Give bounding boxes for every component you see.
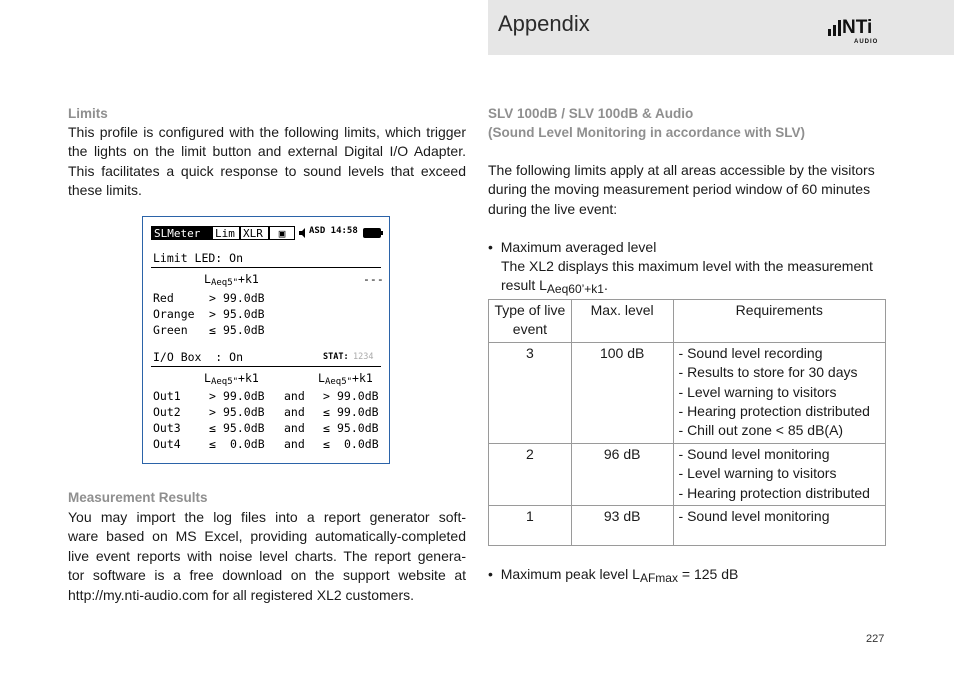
tab-slmeter: SLMeter — [151, 226, 212, 240]
column-label — [204, 371, 259, 387]
cell-type: 1 — [489, 506, 572, 546]
tab-lim: Lim — [212, 226, 240, 240]
out-value2: 99.0dB — [337, 405, 379, 419]
out-op: ≤ — [209, 421, 216, 435]
out-op: > — [209, 389, 216, 403]
stat-label: STAT: — [323, 352, 349, 362]
cell-type: 2 — [489, 443, 572, 505]
column-label-sub: Aeq5" — [210, 278, 239, 288]
table-row — [489, 342, 886, 443]
cell-level: 96 dB — [571, 443, 673, 505]
out-value: 99.0dB — [223, 389, 265, 403]
limits-line: This facilitates a quick response to sound levels that exceed — [68, 162, 466, 179]
limits-line: This profile is configured with the following limits, which trigger — [68, 124, 466, 140]
intro-paragraph — [488, 161, 888, 219]
lcd-divider — [151, 366, 381, 367]
out-value2: 99.0dB — [337, 389, 379, 403]
column-label-sub: Aeq5" — [324, 377, 353, 387]
cell-type: 3 — [489, 342, 572, 443]
requirement-item: - Level warning to visitors — [678, 465, 837, 482]
bullet-peak-post: = 125 dB — [677, 566, 739, 582]
speaker-icon — [299, 228, 307, 238]
io-box-label: I/O Box : On — [153, 350, 244, 364]
row-op: > — [209, 307, 216, 321]
out-value2: 0.0dB — [344, 437, 379, 451]
column-label-main: L — [204, 371, 211, 385]
results-line: ware based on MS Excel, providing automatically-completed — [68, 528, 466, 545]
slv-heading: SLV 100dB / SLV 100dB & Audio — [488, 106, 694, 121]
lcd-divider — [151, 267, 381, 268]
lcd-display — [151, 225, 383, 457]
bullet-line — [501, 276, 891, 299]
header-requirements: Requirements — [673, 300, 885, 343]
bullet-max-averaged — [488, 238, 656, 257]
out-op2: ≤ — [323, 421, 330, 435]
cell-level: 100 dB — [571, 342, 673, 443]
logo-subtext: AUDIO — [854, 39, 879, 45]
results-paragraph — [68, 508, 466, 605]
bullet-dot: • — [488, 239, 501, 255]
out-op2: ≤ — [323, 405, 330, 419]
out-op2: ≤ — [323, 437, 330, 451]
row-value: 95.0dB — [223, 323, 265, 337]
out-name: Out2 — [153, 405, 181, 419]
requirement-item: - Results to store for 30 days — [678, 364, 858, 381]
out-value: 0.0dB — [230, 437, 265, 451]
limits-line: the lights on the limit button and external Digital I/O Adapter. — [68, 143, 466, 160]
bullet-peak-pre: Maximum peak level L — [500, 566, 640, 582]
results-link-line[interactable]: http://my.nti-audio.com for all registered XL2 customers. — [68, 586, 414, 603]
bullet-line-post: . — [603, 277, 608, 294]
row-name: Red — [153, 291, 174, 305]
out-and: and — [284, 389, 305, 403]
row-value: 95.0dB — [223, 307, 265, 321]
requirement-item: - Hearing protection distributed — [678, 403, 870, 420]
out-op: ≤ — [209, 437, 216, 451]
header-level: Max. level — [571, 300, 673, 343]
table-header-row — [489, 300, 886, 343]
page-title: Appendix — [498, 11, 590, 36]
limits-heading: Limits — [68, 106, 108, 121]
cell-requirements — [673, 342, 885, 443]
row-op: ≤ — [209, 323, 216, 337]
bullet-description — [501, 257, 891, 300]
tab-xlr: XLR — [240, 226, 269, 240]
row-op: > — [209, 291, 216, 305]
row-value: 99.0dB — [223, 291, 265, 305]
battery-icon — [363, 228, 383, 238]
results-line: tor software is a free download on the support website at — [68, 567, 466, 584]
logo-bars-icon — [828, 20, 842, 36]
requirement-item: - Sound level monitoring — [678, 445, 830, 462]
row-name: Green — [153, 323, 188, 337]
requirement-item: - Chill out zone < 85 dB(A) — [678, 422, 844, 439]
requirement-item: - Level warning to visitors — [678, 383, 837, 400]
bullet-line-pre: result L — [501, 277, 547, 294]
bullet-line-sub: Aeq60’+k1 — [546, 282, 604, 297]
limits-table — [488, 299, 886, 546]
page-number: 227 — [866, 633, 885, 645]
out-and: and — [284, 421, 305, 435]
header-bar — [488, 0, 954, 55]
slv-subheading: (Sound Level Monitoring in accordance with SLV) — [488, 125, 806, 140]
out-name: Out1 — [153, 389, 181, 403]
column-label-suffix: +k1 — [238, 272, 259, 286]
requirement-item: - Sound level recording — [678, 344, 823, 361]
requirement-item: - Sound level monitoring — [678, 508, 830, 525]
limit-led-label: Limit LED: On — [153, 251, 244, 265]
out-name: Out3 — [153, 421, 181, 435]
tab-memory-icon: ▣ — [269, 226, 295, 240]
column-label — [204, 272, 259, 288]
row-name: Orange — [153, 307, 195, 321]
out-op: > — [209, 405, 216, 419]
header-type: Type of live event — [489, 300, 572, 343]
out-name: Out4 — [153, 437, 181, 451]
status-text: ASD 14:58 — [309, 226, 358, 236]
out-value2: 95.0dB — [337, 421, 379, 435]
column-label-main: L — [204, 272, 211, 286]
results-line: live event reports with noise level charts. The report genera- — [68, 547, 466, 564]
results-heading: Measurement Results — [68, 490, 208, 505]
table-row — [489, 443, 886, 505]
intro-line: The following limits apply at all areas accessible by the visitors — [488, 162, 875, 178]
column-label-sub: Aeq5" — [210, 377, 239, 387]
limits-paragraph — [68, 123, 466, 201]
requirement-item: - Hearing protection distributed — [678, 484, 870, 501]
out-and: and — [284, 437, 305, 451]
intro-line: during the live event: — [488, 200, 618, 217]
bullet-dot: • — [488, 566, 501, 582]
stat-digits: 1234 — [353, 352, 374, 362]
column-dashes: --- — [363, 272, 384, 286]
out-op2: > — [323, 389, 330, 403]
logo-text: NTi — [842, 17, 873, 38]
out-value: 95.0dB — [223, 421, 265, 435]
nti-audio-logo — [828, 18, 888, 44]
column-label-main: L — [318, 371, 325, 385]
column-label — [318, 371, 373, 387]
out-and: and — [284, 405, 305, 419]
limits-line: these limits. — [68, 182, 142, 199]
cell-requirements — [673, 506, 885, 546]
out-value: 95.0dB — [223, 405, 265, 419]
device-screen-image — [142, 216, 390, 464]
column-label-suffix: +k1 — [352, 371, 373, 385]
table-row — [489, 506, 886, 546]
intro-line: during the moving measurement period window of 60 minutes — [488, 181, 871, 198]
bullet-peak-sub: AFmax — [639, 571, 678, 585]
bullet-line: The XL2 displays this maximum level with the measurement — [501, 258, 873, 274]
cell-level: 93 dB — [571, 506, 673, 546]
cell-requirements — [673, 443, 885, 505]
bullet-max-peak — [488, 565, 738, 588]
results-line: You may import the log files into a report generator soft- — [68, 509, 466, 525]
bullet-title: Maximum averaged level — [500, 239, 657, 255]
column-label-suffix: +k1 — [238, 371, 259, 385]
